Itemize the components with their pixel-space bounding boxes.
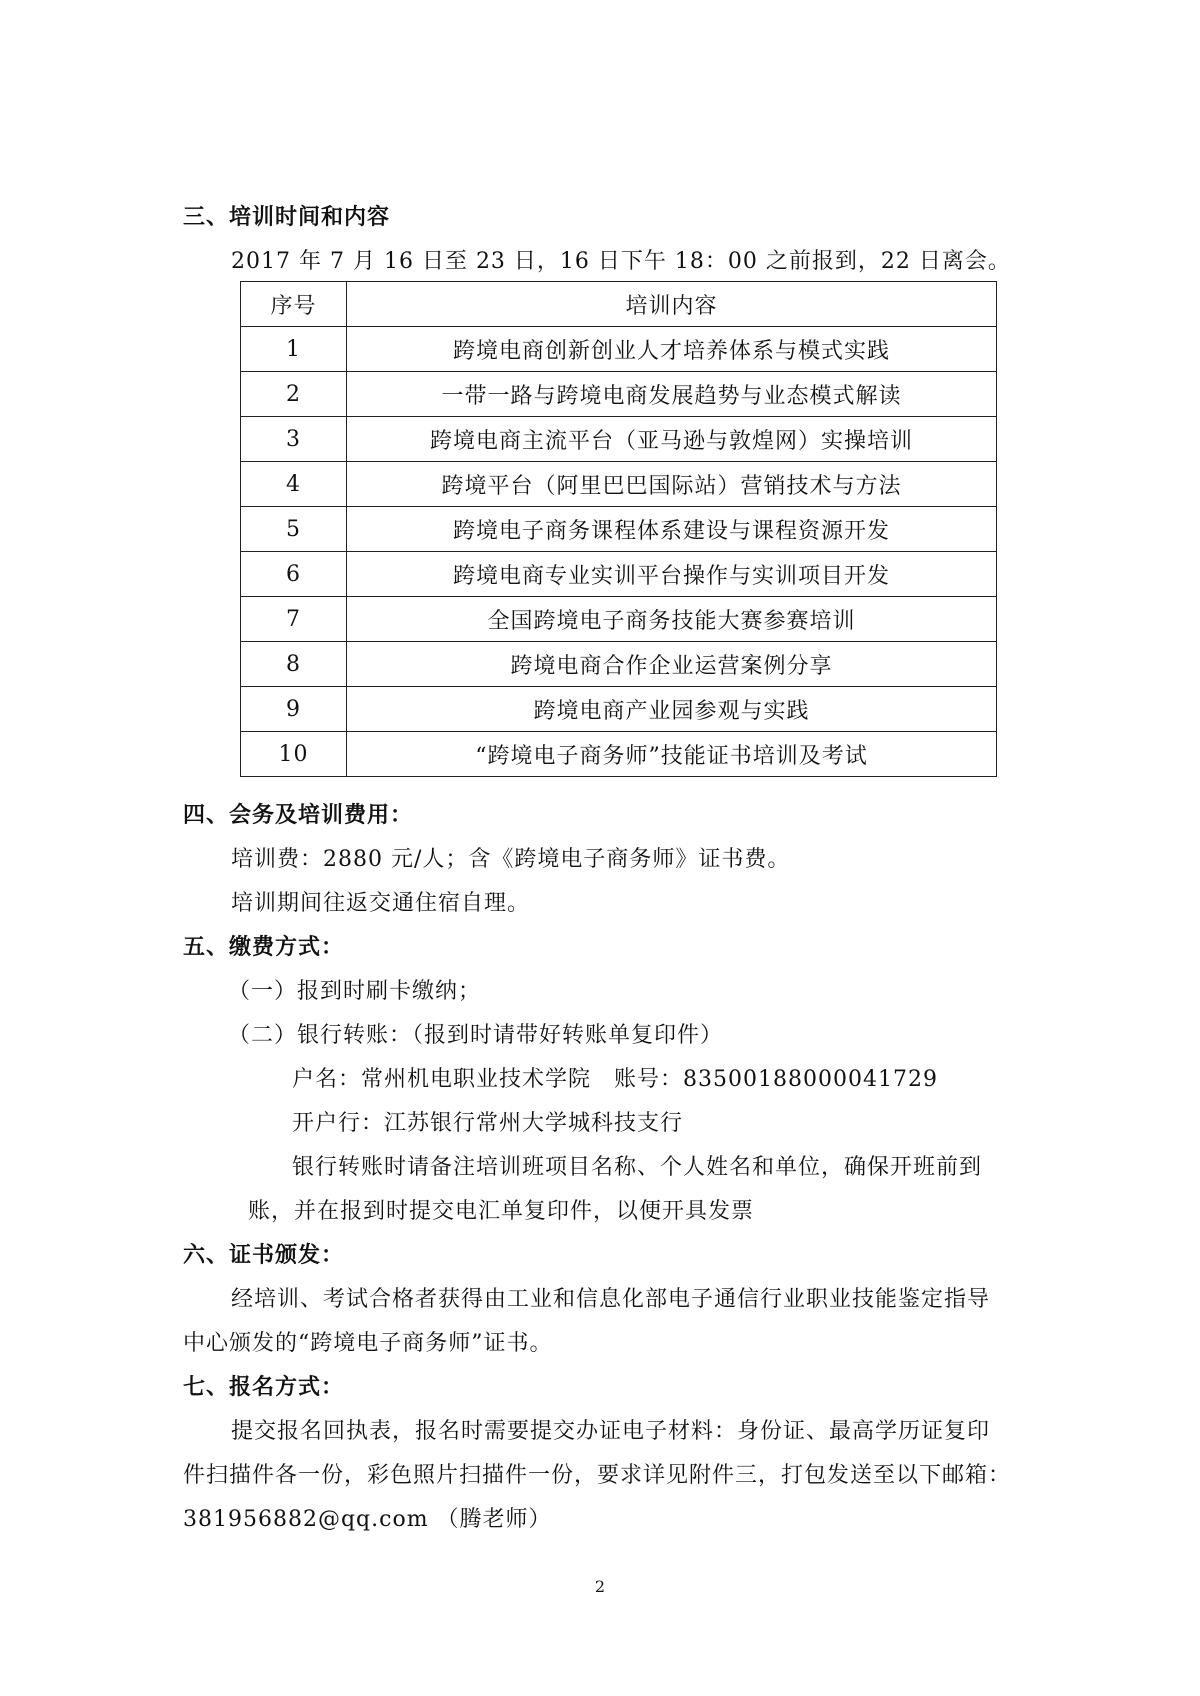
section-6-heading: 六、证书颁发： (183, 1243, 345, 1268)
row-index: 2 (241, 372, 347, 417)
payment-option-2: （二）银行转账：（报到时请带好转账单复印件） (228, 1023, 724, 1048)
table-row (241, 327, 997, 372)
row-index: 1 (241, 327, 347, 372)
row-index: 5 (241, 507, 347, 552)
row-index: 6 (241, 552, 347, 597)
table-header-row (241, 282, 997, 327)
table-row (241, 552, 997, 597)
row-index: 3 (241, 417, 347, 462)
transfer-remark-line-2: 账，并在报到时提交电汇单复印件，以便开具发票 (248, 1199, 755, 1224)
row-content: 跨境电子商务课程体系建设与课程资源开发 (347, 507, 997, 552)
row-index: 10 (241, 732, 347, 777)
schedule-text: 2017 年 7 月 16 日至 23 日，16 日下午 18：00 之前报到，22 日离会。 (231, 249, 1011, 274)
registration-line-1: 提交报名回执表，报名时需要提交办证电子材料：身份证、最高学历证复印 (231, 1419, 991, 1444)
training-content-table (240, 281, 997, 777)
section-3-heading: 三、培训时间和内容 (183, 205, 391, 230)
table-row (241, 507, 997, 552)
bank-account-line: 户名：常州机电职业技术学院 账号：83500188000041729 (292, 1067, 938, 1092)
row-index: 4 (241, 462, 347, 507)
fee-text: 培训费：2880 元/人；含《跨境电子商务师》证书费。 (231, 847, 791, 872)
certificate-line-1: 经培训、考试合格者获得由工业和信息化部电子通信行业职业技能鉴定指导 (231, 1287, 991, 1312)
row-content: 跨境电商主流平台（亚马逊与敦煌网）实操培训 (347, 417, 997, 462)
row-content: 跨境电商合作企业运营案例分享 (347, 642, 997, 687)
section-4-heading: 四、会务及培训费用： (183, 803, 414, 828)
header-content: 培训内容 (347, 282, 997, 327)
row-index: 9 (241, 687, 347, 732)
section-5-heading: 五、缴费方式： (183, 935, 345, 960)
table-row (241, 462, 997, 507)
table-row (241, 732, 997, 777)
travel-note: 培训期间往返交通住宿自理。 (231, 891, 531, 916)
page-number: 2 (594, 1577, 606, 1596)
table-row (241, 687, 997, 732)
row-index: 7 (241, 597, 347, 642)
row-content: 跨境电商专业实训平台操作与实训项目开发 (347, 552, 997, 597)
transfer-remark-line-1: 银行转账时请备注培训班项目名称、个人姓名和单位，确保开班前到 (292, 1155, 983, 1180)
row-content: “跨境电子商务师”技能证书培训及考试 (347, 732, 997, 777)
payment-option-1: （一）报到时刷卡缴纳； (228, 979, 482, 1004)
row-content: 跨境平台（阿里巴巴国际站）营销技术与方法 (347, 462, 997, 507)
row-index: 8 (241, 642, 347, 687)
registration-email-line: 381956882@qq.com （腾老师） (183, 1507, 552, 1532)
row-content: 一带一路与跨境电商发展趋势与业态模式解读 (347, 372, 997, 417)
header-index: 序号 (241, 282, 347, 327)
registration-line-2: 件扫描件各一份，彩色照片扫描件一份，要求详见附件三，打包发送至以下邮箱： (183, 1463, 1012, 1488)
certificate-line-2: 中心颁发的“跨境电子商务师”证书。 (183, 1331, 553, 1356)
row-content: 全国跨境电子商务技能大赛参赛培训 (347, 597, 997, 642)
table-row (241, 372, 997, 417)
table-row (241, 417, 997, 462)
section-7-heading: 七、报名方式： (183, 1375, 345, 1400)
row-content: 跨境电商创新创业人才培养体系与模式实践 (347, 327, 997, 372)
table-row (241, 642, 997, 687)
row-content: 跨境电商产业园参观与实践 (347, 687, 997, 732)
table-row (241, 597, 997, 642)
bank-branch-line: 开户行：江苏银行常州大学城科技支行 (292, 1111, 684, 1136)
